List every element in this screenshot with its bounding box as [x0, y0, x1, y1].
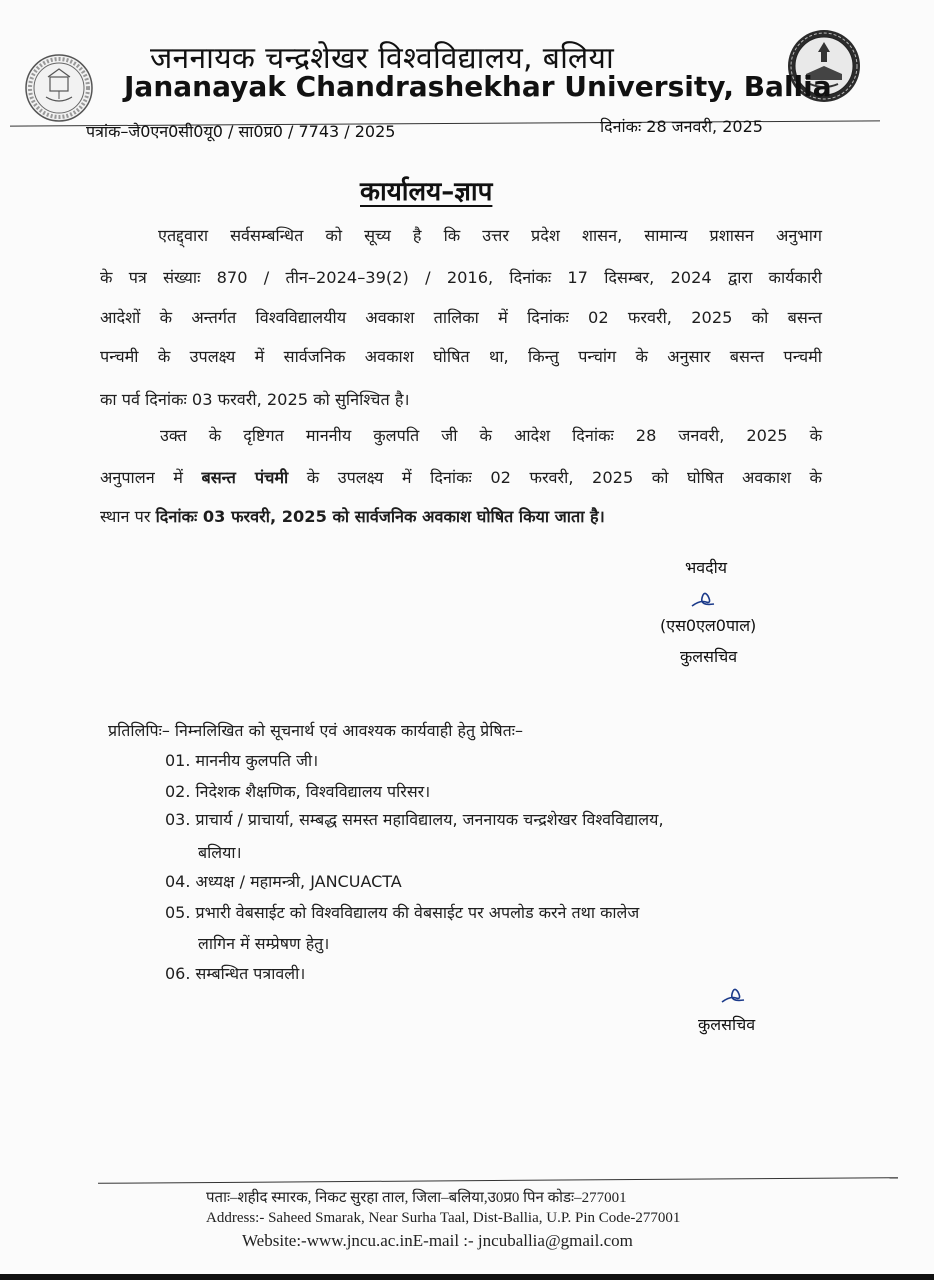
copy-to-item-1: 01. माननीय कुलपति जी।	[165, 751, 319, 770]
para1-line-2: के पत्र संख्याः 870 / तीन–2024–39(2) / 2016, दिनांकः 17 दिसम्बर, 2024 द्वारा कार्यकारी	[100, 268, 822, 287]
copy-to-item-3: 03. प्राचार्य / प्राचार्या, सम्बद्ध समस्त महाविद्यालय, जननायक चन्द्रशेखर विश्वविद्यालय,	[165, 810, 664, 829]
para1-line-5: का पर्व दिनांकः 03 फरवरी, 2025 को सुनिश्चित है।	[100, 390, 410, 409]
copy-to-item-6: 06. सम्बन्धित पत्रावली।	[165, 964, 306, 983]
footer-divider	[98, 1177, 898, 1184]
copy-to-item-3-cont: बलिया।	[198, 843, 242, 862]
para1-line-4: पन्चमी के उपलक्ष्य में सार्वजनिक अवकाश घोषित था, किन्तु पन्चांग के अनुसार बसन्त पन्चमी	[100, 347, 822, 366]
copy-to-item-5-cont: लागिन में सम्प्रेषण हेतु।	[198, 934, 330, 953]
para1-line-1: एतद्द्वारा सर्वसम्बन्धित को सूच्य है कि उत्तर प्रदेश शासन, सामान्य प्रशासन अनुभाग	[158, 226, 822, 245]
footer-website-email: Website:-www.jncu.ac.inE-mail :- jncuballia@gmail.com	[242, 1231, 633, 1250]
signatory-name: (एस0एल0पाल)	[660, 616, 757, 635]
para2-line-3-a: स्थान पर	[100, 507, 156, 526]
copy-to-item-5: 05. प्रभारी वेबसाईट को विश्वविद्यालय की वेबसाईट पर अपलोड करने तथा कालेज	[165, 903, 640, 922]
closing-salutation: भवदीय	[685, 558, 728, 577]
signature-mark-icon	[688, 586, 718, 612]
copy-to-heading: प्रतिलिपिः– निम्नलिखित को सूचनार्थ एवं आवश्यक कार्यवाही हेतु प्रेषितः–	[108, 721, 524, 740]
para1-line-3: आदेशों के अन्तर्गत विश्वविद्यालयीय अवकाश तालिका में दिनांकः 02 फरवरी, 2025 को बसन्त	[100, 308, 822, 327]
university-seal-left-icon	[24, 53, 94, 123]
memo-title: कार्यालय–ज्ञाप	[360, 177, 493, 207]
university-name-hindi: जननायक चन्द्रशेखर विश्वविद्यालय, बलिया	[150, 41, 615, 76]
signature-mark-2-icon	[718, 982, 748, 1008]
copy-to-designation: कुलसचिव	[698, 1015, 756, 1034]
para2-line-2	[100, 466, 822, 490]
para2-line-3	[100, 505, 822, 529]
copy-to-item-4: 04. अध्यक्ष / महामन्त्री, JANCUACTA	[165, 872, 402, 891]
bottom-edge-bar	[0, 1274, 934, 1280]
signatory-designation: कुलसचिव	[680, 647, 738, 666]
footer-address-hindi: पताः–शहीद स्मारक, निकट सुरहा ताल, जिला–बलिया,उ0प्र0 पिन कोडः–277001	[206, 1190, 627, 1206]
para2-line-2-a: अनुपालन में	[100, 468, 202, 487]
reference-number: पत्रांक–जे0एन0सी0यू0 / सा0प्र0 / 7743 / 2025	[86, 122, 396, 141]
para2-line-1: उक्त के दृष्टिगत माननीय कुलपति जी के आदेश दिनांकः 28 जनवरी, 2025 के	[160, 426, 822, 445]
para2-line-2-c: के उपलक्ष्य में दिनांकः 02 फरवरी, 2025 को घोषित अवकाश के	[288, 468, 822, 487]
para2-highlight-holiday: दिनांकः 03 फरवरी, 2025 को सार्वजनिक अवकाश घोषित किया जाता है।	[155, 507, 605, 526]
university-name-english: Jananayak Chandrashekhar University, Ballia	[124, 70, 832, 103]
copy-to-item-2: 02. निदेशक शैक्षणिक, विश्वविद्यालय परिसर।	[165, 782, 431, 801]
para2-highlight-basant-panchami: बसन्त पंचमी	[201, 468, 289, 487]
footer-address-english: Address:- Saheed Smarak, Near Surha Taal, Dist-Ballia, U.P. Pin Code-277001	[206, 1210, 681, 1226]
letter-date: दिनांकः 28 जनवरी, 2025	[600, 117, 763, 136]
